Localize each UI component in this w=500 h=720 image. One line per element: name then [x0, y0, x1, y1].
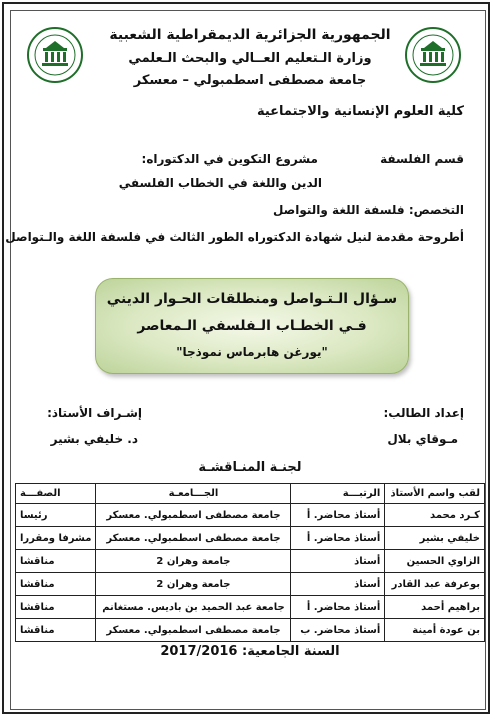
specialty-label: التخصص: فلسفة اللغة والتواصل	[272, 203, 464, 217]
table-row	[16, 550, 485, 573]
student-name: مـوقاي بلال	[387, 432, 458, 446]
supervisor-name: د. خليفي بشير	[50, 432, 138, 446]
republic-heading: الجمهورية الجزائرية الديمقراطية الشعبية	[109, 27, 391, 43]
department-label: قسم الفلسفة	[380, 152, 464, 166]
faculty-heading: كلية العلوم الإنسانية والاجتماعية	[256, 104, 464, 119]
table-row	[16, 573, 485, 596]
table-row	[16, 619, 485, 642]
column-header-university: الجـــامعـة	[96, 484, 291, 504]
table-row	[16, 527, 485, 550]
cell-university: جامعة وهران 2	[96, 573, 291, 596]
student-label: إعداد الطالب:	[383, 406, 464, 420]
cell-university: جامعة عبد الحميد بن باديس. مستغانم	[96, 596, 291, 619]
university-heading: جامعة مصطفى اسطمبولي – معسكر	[133, 73, 367, 88]
thesis-title-box	[95, 278, 409, 374]
cell-name: بن عودة أمينة	[385, 619, 485, 642]
column-header-rank: الرتبـــة	[291, 484, 385, 504]
thesis-statement: أطروحة مقدمة لنيل شهادة الدكتوراه الطور الثالث في فلسفة اللغة والـتواصل	[5, 230, 464, 244]
program-title: الدين واللغة في الخطاب الفلسفي	[118, 176, 322, 190]
committee-heading: لجنـة المنـاقشـة	[198, 460, 302, 475]
thesis-title-line-2: فـي الخطـاب الـفلسفي الـمعاصر	[137, 318, 367, 334]
cell-rank: أستاذ محاضر. أ	[291, 527, 385, 550]
cell-university: جامعة وهران 2	[96, 550, 291, 573]
ministry-heading: وزارة الـتعليم العــالي والبحث الـعلمي	[128, 51, 372, 66]
cell-university: جامعة مصطفى اسطمبولي. معسكر	[96, 619, 291, 642]
thesis-subtitle: "يورغن هابرماس نموذجا"	[176, 345, 328, 359]
table-row	[16, 596, 485, 619]
column-header-role: الصفـــة	[16, 484, 96, 504]
committee-table	[15, 483, 485, 642]
cell-rank: أستاذ	[291, 550, 385, 573]
cell-rank: أستاذ	[291, 573, 385, 596]
cell-name: بوعرفة عبد القادر	[385, 573, 485, 596]
program-label: مشروع التكوين في الدكتوراه:	[141, 152, 318, 166]
thesis-title-line-1: سـؤال الـتـواصل ومنطلقات الحـوار الديني	[106, 291, 398, 307]
cell-rank: أستاذ محاضر. أ	[291, 596, 385, 619]
table-row	[16, 504, 485, 527]
cell-role: رئيسا	[16, 504, 96, 527]
cell-rank: أستاذ محاضر. أ	[291, 504, 385, 527]
cell-name: خليفي بشير	[385, 527, 485, 550]
cell-name: كـرد محمد	[385, 504, 485, 527]
cell-role: مشرفا ومقررا	[16, 527, 96, 550]
cell-role: مناقشا	[16, 550, 96, 573]
cell-name: براهيم أحمد	[385, 596, 485, 619]
cell-rank: أستاذ محاضر. ب	[291, 619, 385, 642]
cell-name: الزاوي الحسين	[385, 550, 485, 573]
column-header-name: لقب واسم الأستاذ	[385, 484, 485, 504]
supervisor-label: إشـراف الأستاذ:	[47, 406, 142, 420]
cell-university: جامعة مصطفى اسطمبولي. معسكر	[96, 504, 291, 527]
cell-role: مناقشا	[16, 619, 96, 642]
cell-role: مناقشا	[16, 596, 96, 619]
table-header-row	[16, 484, 485, 504]
cell-role: مناقشا	[16, 573, 96, 596]
academic-year: السنة الجامعية: 2017/2016	[160, 644, 340, 659]
cell-university: جامعة مصطفى اسطمبولي. معسكر	[96, 527, 291, 550]
